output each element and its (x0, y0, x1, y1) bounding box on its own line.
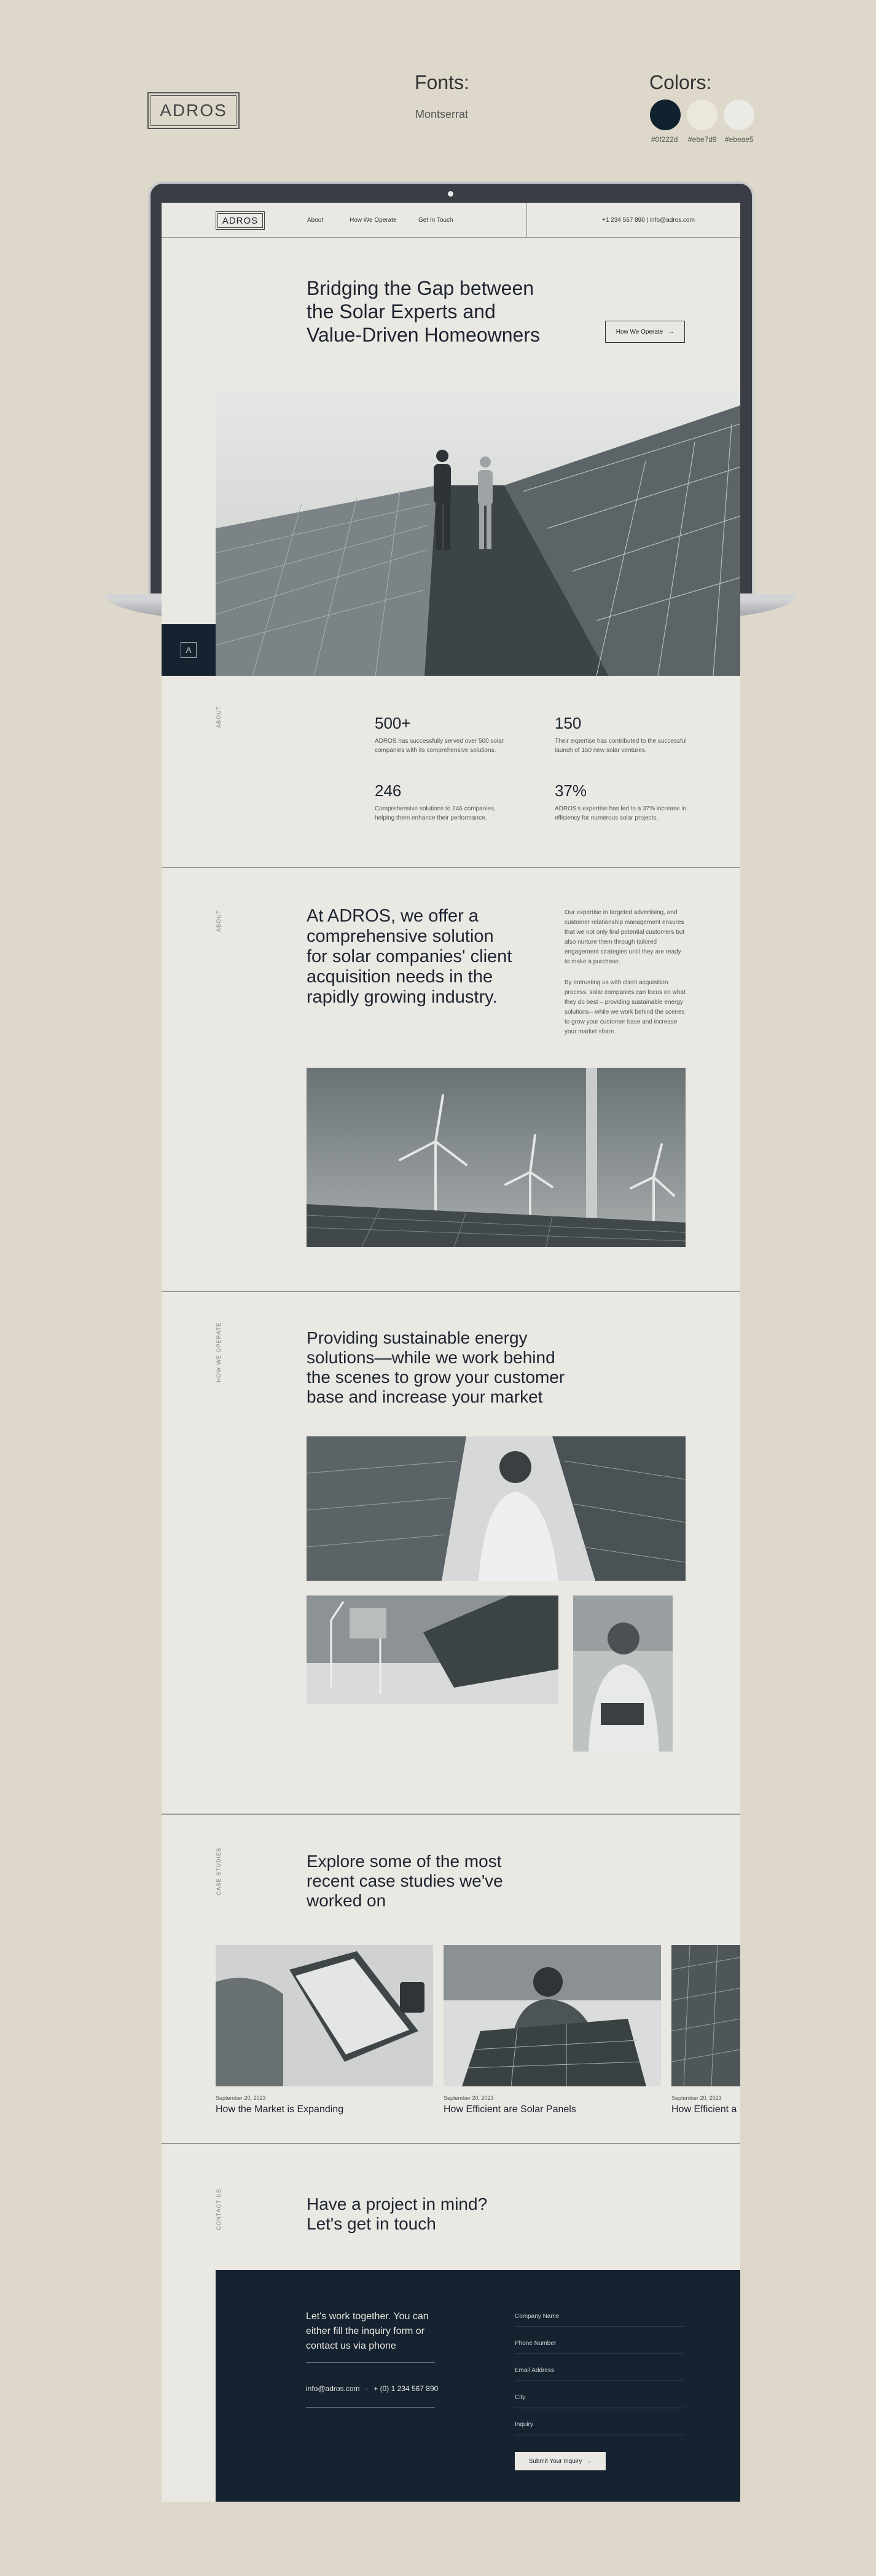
contact-email[interactable]: info@adros.com (306, 2384, 360, 2393)
submit-inquiry-button[interactable] (515, 2452, 606, 2470)
contact-title-line: Have a project in mind? (307, 2194, 488, 2214)
arrow-right-icon: → (585, 2457, 592, 2465)
section-divider (162, 1814, 740, 1815)
hero-title-line: the Solar Experts and (307, 300, 496, 323)
case-study-date: September 20, 2023 (671, 2095, 722, 2101)
operate-title-line: base and increase your market (307, 1387, 543, 1406)
inquiry-field[interactable]: Inquiry (515, 2421, 534, 2428)
site-logo[interactable] (216, 211, 265, 230)
nav-divider (526, 203, 527, 238)
section-label-contact: CONTACT US (216, 2188, 222, 2230)
city-field[interactable]: City (515, 2394, 526, 2401)
stat-desc: Their expertise has contributed to the successful launch of 150 new solar ventures. (555, 738, 687, 754)
how-we-operate-button[interactable] (605, 321, 685, 343)
contact-divider (306, 2407, 435, 2408)
color-swatch-beige (687, 100, 718, 130)
section-divider (162, 2143, 740, 2144)
color-label-beige: #ebe7d9 (688, 135, 717, 144)
case-study-title[interactable]: How Efficient a (671, 2104, 737, 2115)
case-study-date: September 20, 2023 (216, 2095, 266, 2101)
hero-image (216, 387, 740, 676)
cases-title-line: recent case studies we've (307, 1871, 503, 1890)
about-title-line: At ADROS, we offer a (307, 906, 479, 926)
section-label-case-studies: CASE STUDIES (216, 1847, 222, 1895)
stat-value: 37% (555, 781, 587, 800)
color-label-dark: #0f222d (651, 135, 678, 144)
phone-number-field[interactable]: Phone Number (515, 2340, 557, 2347)
cases-title-line: Explore some of the most (307, 1852, 502, 1871)
stat-item (555, 714, 690, 755)
about-title (307, 906, 512, 1008)
stat-item (375, 714, 510, 755)
operate-title-line: solutions—while we work behind (307, 1348, 555, 1367)
stat-desc: Comprehensive solutions to 246 companies, helping them enhance their performance. (375, 805, 496, 821)
site-nav (162, 203, 740, 238)
nav-link-get-in-touch[interactable]: Get In Touch (418, 217, 453, 224)
contact-phone[interactable]: + (0) 1 234 567 890 (373, 2384, 439, 2393)
operate-title-line: the scenes to grow your customer (307, 1368, 565, 1387)
operate-title (307, 1328, 565, 1407)
stat-desc: ADROS has successfully served over 500 solar companies with its comprehensive solutions. (375, 738, 504, 754)
contact-panel (216, 2270, 740, 2502)
man-with-tablet-image (573, 1595, 673, 1752)
company-name-field[interactable]: Company Name (515, 2313, 560, 2320)
fonts-heading: Fonts: (415, 71, 469, 93)
laptop-camera (448, 191, 453, 197)
submit-inquiry-label: Submit Your Inquiry (528, 2457, 582, 2465)
color-swatch-light (724, 100, 754, 130)
nav-link-about[interactable]: About (307, 217, 324, 224)
section-divider (162, 867, 740, 868)
color-swatch-dark (650, 100, 681, 130)
contact-details (306, 2384, 438, 2393)
stat-desc: ADROS's expertise has led to a 37% increase in efficiency for numerous solar projects. (555, 805, 687, 821)
wind-turbines-image (307, 1068, 686, 1247)
contact-lead: Let's work together. You can either fill the inquiry form or contact us via phone (306, 2311, 429, 2351)
about-title-line: comprehensive solution (307, 926, 494, 946)
hero-title-line: Bridging the Gap between (307, 277, 534, 299)
font-name: Montserrat (415, 108, 469, 120)
engineer-with-panels-image (307, 1436, 686, 1581)
stat-value: 500+ (375, 714, 411, 732)
case-study-date: September 20, 2023 (444, 2095, 494, 2101)
hero-title-line: Value-Driven Homeowners (307, 324, 540, 346)
brand-logo (147, 92, 240, 129)
case-study-title[interactable]: How the Market is Expanding (216, 2104, 344, 2115)
a-badge (162, 624, 216, 676)
section-label-how-we-operate: HOW WE OPERATE (216, 1322, 222, 1382)
team-with-models-image (307, 1595, 558, 1704)
about-paragraph-1: Our expertise in targeted advertising, and customer relationship management ensures that we not only find potential customers but also nurture them through tailored engagement strategies until they are ready to make a purchase. (565, 909, 685, 965)
contact-title-line: Let's get in touch (307, 2214, 436, 2233)
contact-title (307, 2194, 487, 2234)
cases-title (307, 1852, 503, 1911)
about-title-line: acquisition needs in the (307, 967, 493, 987)
about-title-line: rapidly growing industry. (307, 987, 498, 1007)
case-study-image-2[interactable] (444, 1945, 661, 2086)
stat-item (555, 781, 690, 823)
case-study-title[interactable]: How Efficient are Solar Panels (444, 2104, 576, 2115)
email-address-field[interactable]: Email Address (515, 2367, 554, 2374)
contact-divider (306, 2362, 435, 2363)
site-logo-text: ADROS (217, 213, 263, 228)
nav-contact-info[interactable]: +1 234 567 890 | info@adros.com (602, 217, 695, 224)
color-label-light: #ebeae5 (725, 135, 754, 144)
nav-link-how-we-operate[interactable]: How We Operate (350, 217, 397, 224)
about-paragraph-2: By entrusting us with client acquisition process, solar companies can focus on what they do best – providing sustainable energy solutions—while we work behind the scenes to grow your customer base and increase your market share. (565, 979, 686, 1035)
website-mockup (162, 203, 740, 2502)
how-we-operate-label: How We Operate (616, 328, 663, 335)
cases-title-line: worked on (307, 1891, 386, 1910)
operate-title-line: Providing sustainable energy (307, 1328, 528, 1347)
case-study-image-3[interactable] (671, 1945, 740, 2086)
section-label-about-2: ABOUT (216, 909, 222, 932)
stat-value: 246 (375, 781, 402, 800)
a-badge-letter: A (181, 642, 197, 658)
stat-value: 150 (555, 714, 582, 732)
colors-heading: Colors: (649, 71, 712, 93)
section-label-about: ABOUT (216, 705, 222, 728)
brand-logo-text: ADROS (151, 95, 237, 126)
about-title-line: for solar companies' client (307, 947, 512, 966)
hero-title (307, 276, 540, 346)
case-study-image-1[interactable] (216, 1945, 433, 2086)
contact-separator: · (365, 2384, 368, 2393)
arrow-right-icon: → (668, 328, 675, 335)
section-divider (162, 1291, 740, 1292)
stat-item (375, 781, 510, 823)
